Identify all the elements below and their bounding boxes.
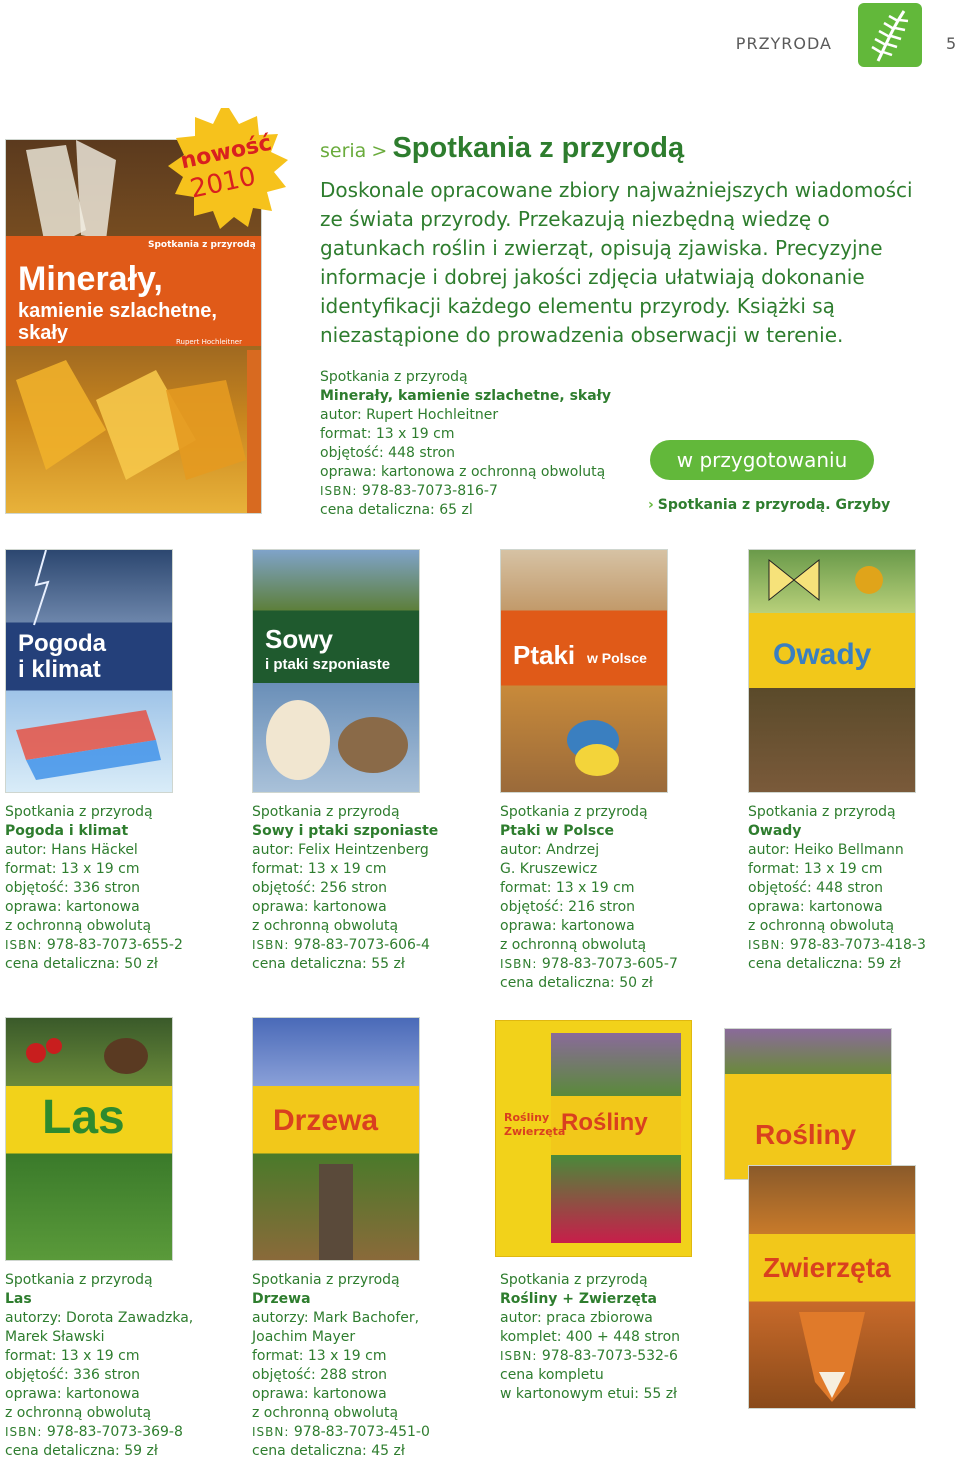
cover-title-line1: Drzewa — [273, 1104, 379, 1137]
book-info — [252, 1271, 482, 1461]
book-price: cena detaliczna: 55 zł — [252, 956, 405, 972]
book-info — [500, 1271, 730, 1404]
book-price: cena kompletu — [500, 1367, 604, 1383]
book-format: format: 13 x 19 cm — [252, 861, 387, 877]
book-pages: objętość: 448 stron — [320, 445, 456, 461]
book-price: cena detaliczna: 59 zł — [5, 1443, 158, 1459]
book-author: autor: Andrzej — [500, 842, 600, 858]
book-isbn: ISBN: 978-83-7073-605-7 — [500, 956, 678, 972]
book-binding: oprawa: kartonowa — [5, 899, 140, 915]
owl-image — [253, 690, 419, 790]
book-isbn: ISBN: 978-83-7073-451-0 — [252, 1424, 430, 1440]
book-author: autor: Heiko Bellmann — [748, 842, 904, 858]
book-price: cena detaliczna: 65 zl — [320, 502, 473, 518]
book-cover[interactable] — [252, 549, 420, 793]
book-author-cont: Marek Sławski — [5, 1329, 105, 1345]
windsock-image — [6, 700, 172, 790]
book-title: Drzewa — [252, 1291, 311, 1307]
book-title: Las — [5, 1291, 32, 1307]
book-binding: oprawa: kartonowa — [252, 899, 387, 915]
cover-title-line1: Pogoda — [18, 630, 106, 657]
book-pages: objętość: 448 stron — [748, 880, 884, 896]
berries-image — [6, 1018, 172, 1086]
book-title: Sowy i ptaki szponiaste — [252, 823, 439, 839]
box-title: Rośliny — [561, 1109, 648, 1136]
book-series: Spotkania z przyrodą — [252, 804, 400, 820]
cover-series-label: Spotkania z przyrodą — [148, 240, 256, 250]
book-binding: oprawa: kartonowa — [500, 918, 635, 934]
new-2010-badge — [168, 108, 290, 230]
boxed-set-cover[interactable] — [495, 1020, 692, 1257]
book-price: cena detaliczna: 45 zł — [252, 1443, 405, 1459]
book-cover[interactable] — [252, 1017, 420, 1261]
book-series: Spotkania z przyrodą — [252, 1272, 400, 1288]
book-author-cont: Joachim Mayer — [252, 1329, 356, 1345]
book-price: cena detaliczna: 59 zł — [748, 956, 901, 972]
book-format: format: 13 x 19 cm — [748, 861, 883, 877]
book-title: Rośliny + Zwierzęta — [500, 1291, 657, 1307]
book-binding-cont: z ochronną obwolutą — [500, 937, 647, 953]
chevron-right-icon: > — [371, 140, 388, 162]
series-heading — [320, 132, 684, 165]
tree-image — [253, 1154, 419, 1260]
cover-title-line2: i ptaki szponiaste — [265, 656, 391, 673]
fox-image — [749, 1302, 915, 1408]
book-series: Spotkania z przyrodą — [5, 804, 153, 820]
book-isbn: ISBN: 978-83-7073-606-4 — [252, 937, 430, 953]
book-series: Spotkania z przyrodą — [748, 804, 896, 820]
book-author: autor: praca zbiorowa — [500, 1310, 653, 1326]
cover-author: Rupert Hochleitner — [176, 338, 242, 346]
book-pages: komplet: 400 + 448 stron — [500, 1329, 681, 1345]
book-cover[interactable] — [724, 1028, 892, 1180]
butterfly-image — [749, 550, 915, 612]
section-label: PRZYRODA — [735, 34, 832, 53]
cover-title-line2: kamienie szlachetne, — [18, 300, 217, 322]
book-format: format: 13 x 19 cm — [320, 426, 455, 442]
badge-line2: 2010 — [187, 161, 259, 205]
book-cover[interactable] — [500, 549, 668, 793]
book-series: Spotkania z przyrodą — [500, 804, 648, 820]
upcoming-title: › Spotkania z przyrodą. Grzyby — [648, 497, 891, 513]
book-pages: objętość: 216 stron — [500, 899, 636, 915]
book-author: autorzy: Dorota Zawadzka, — [5, 1310, 194, 1326]
cover-title-line1: Las — [42, 1091, 125, 1144]
book-info — [500, 803, 730, 993]
fern-logo-icon — [858, 3, 922, 67]
book-isbn: ISBN: 978-83-7073-532-6 — [500, 1348, 678, 1364]
book-author: autor: Rupert Hochleitner — [320, 407, 499, 423]
book-cover[interactable] — [748, 549, 916, 793]
book-isbn: ISBN: 978-83-7073-418-3 — [748, 937, 926, 953]
book-binding-cont: z ochronną obwolutą — [5, 1405, 152, 1421]
box-front-image — [551, 1033, 681, 1243]
cover-title-line2: Zwierzęta — [763, 1252, 891, 1283]
book-author: autor: Felix Heintzenberg — [252, 842, 429, 858]
book-price: cena detaliczna: 50 zł — [5, 956, 158, 972]
book-cover[interactable] — [748, 1165, 916, 1409]
chevron-right-icon: › — [648, 497, 654, 513]
cover-title-line1: Ptaki — [513, 640, 576, 670]
book-binding: oprawa: kartonowa z ochronną obwolutą — [320, 464, 606, 480]
cover-title-line1: Sowy — [265, 624, 333, 654]
book-isbn: ISBN: 978-83-7073-816-7 — [320, 483, 498, 499]
book-pages: objętość: 288 stron — [252, 1367, 388, 1383]
featured-book-info — [320, 368, 640, 520]
book-pages: objętość: 336 stron — [5, 1367, 141, 1383]
cover-title-line3: skały — [18, 322, 69, 344]
badge-line1: nowość — [178, 130, 274, 175]
cover-title-line2: w Polsce — [587, 650, 647, 666]
box-spine-label2: Zwierzęta — [504, 1125, 566, 1138]
book-author: autor: Hans Häckel — [5, 842, 138, 858]
book-format: format: 13 x 19 cm — [252, 1348, 387, 1364]
book-series: Spotkania z przyrodą — [500, 1272, 648, 1288]
book-format: format: 13 x 19 cm — [500, 880, 635, 896]
book-format: format: 13 x 19 cm — [5, 861, 140, 877]
book-binding: oprawa: kartonowa — [748, 899, 883, 915]
book-pages: objętość: 256 stron — [252, 880, 388, 896]
book-author-cont: G. Kruszewicz — [500, 861, 598, 877]
book-info — [5, 1271, 235, 1461]
cover-title-line1: Rośliny — [755, 1119, 857, 1150]
book-cover[interactable] — [5, 1017, 173, 1261]
cover-title-line1: Owady — [773, 638, 872, 671]
book-binding-cont: z ochronną obwolutą — [252, 918, 399, 934]
book-info — [252, 803, 482, 974]
cover-title-line2: i klimat — [18, 656, 101, 683]
book-author: autorzy: Mark Bachofer, — [252, 1310, 420, 1326]
cover-title-line1: Minerały, — [18, 260, 163, 298]
lightning-image — [6, 550, 172, 630]
cover-spine — [247, 350, 261, 513]
book-binding-cont: z ochronną obwolutą — [5, 918, 152, 934]
book-title: Owady — [748, 823, 802, 839]
book-binding-cont: z ochronną obwolutą — [252, 1405, 399, 1421]
page-number: 5 — [946, 34, 957, 53]
book-format: format: 13 x 19 cm — [5, 1348, 140, 1364]
book-binding-cont: z ochronną obwolutą — [748, 918, 895, 934]
book-title: Pogoda i klimat — [5, 823, 129, 839]
book-binding: oprawa: kartonowa — [5, 1386, 140, 1402]
book-info — [748, 803, 958, 974]
series-title: Spotkania z przyrodą — [392, 132, 685, 164]
book-isbn: ISBN: 978-83-7073-655-2 — [5, 937, 183, 953]
box-spine-label1: Rośliny — [504, 1111, 550, 1124]
in-preparation-badge: w przygotowaniu — [650, 440, 874, 480]
book-binding: oprawa: kartonowa — [252, 1386, 387, 1402]
book-price-cont: w kartonowym etui: 55 zł — [500, 1386, 678, 1402]
bird-image — [501, 700, 667, 792]
series-prefix: seria — [320, 140, 367, 162]
book-title: Ptaki w Polsce — [500, 823, 614, 839]
series-description: Doskonale opracowane zbiory najważniejszych wiadomości ze świata przyrody. Przekazują niezbędną wiedzę o gatunkach roślin i zwierząt, opisują zjawiska. Precyzyjne informacje i dobrej jakości zdjęcia ułatwiają dokonanie identyfikacji każdego elementu przyrody. Książki są niezastąpione do prowadzenia obserwacji w terenie. — [320, 178, 913, 347]
book-pages: objętość: 336 stron — [5, 880, 141, 896]
book-info — [5, 803, 235, 974]
book-isbn: ISBN: 978-83-7073-369-8 — [5, 1424, 183, 1440]
book-title: Minerały, kamienie szlachetne, skały — [320, 388, 611, 404]
book-price: cena detaliczna: 50 zł — [500, 975, 653, 991]
book-series: Spotkania z przyrodą — [320, 369, 468, 385]
book-cover[interactable] — [5, 549, 173, 793]
book-series: Spotkania z przyrodą — [5, 1272, 153, 1288]
